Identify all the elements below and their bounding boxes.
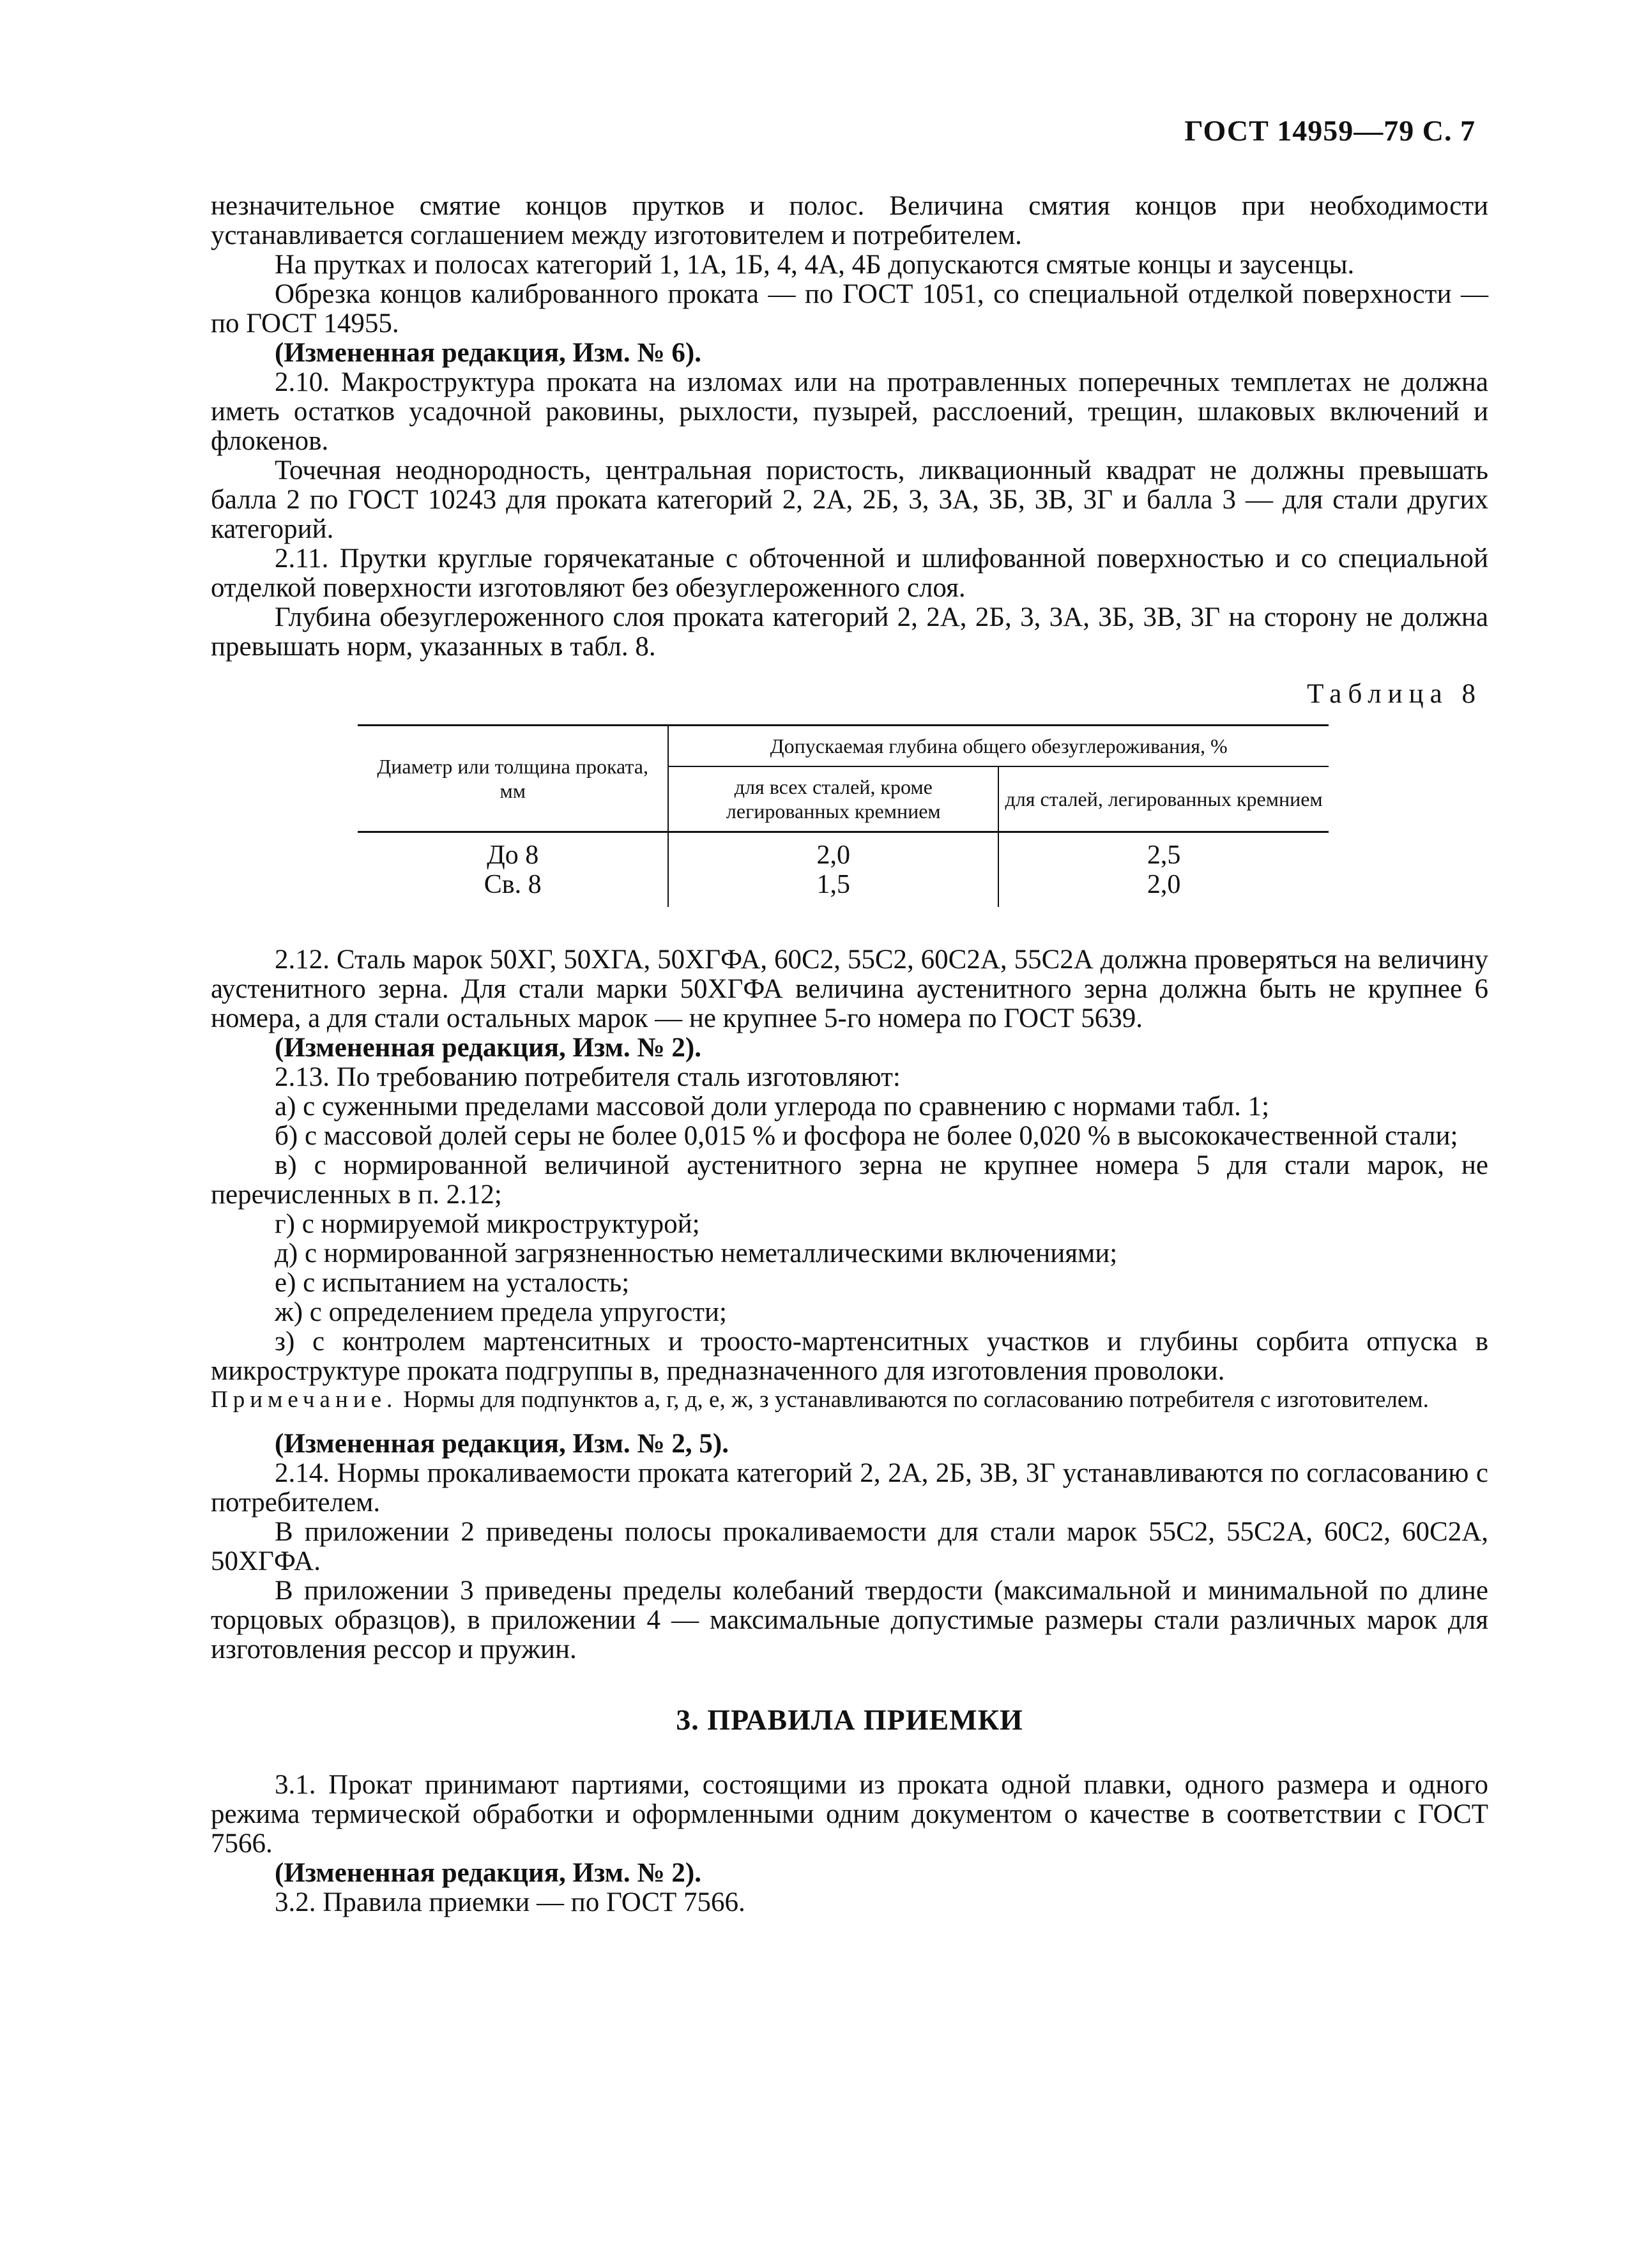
- paragraph: 2.11. Прутки круглые горячекатаные с обточенной и шлифованной поверхностью и со специальной отделкой поверхности изготовляют без обезуглероженного слоя.: [211, 544, 1488, 603]
- paragraphs-block-c: [211, 1429, 1488, 1664]
- table-cell-silicon: 2,5: [998, 832, 1329, 871]
- paragraph: д) с нормированной загрязненностью неметаллическими включениями;: [275, 1238, 1118, 1268]
- paragraph: 3.1. Прокат принимают партиями, состоящими из проката одной плавки, одного размера и одного режима термической обработки и оформленными одним документом о качестве в соответствии с ГОСТ 7566.: [211, 1770, 1488, 1859]
- table-row: [358, 832, 1329, 871]
- paragraph: 2.13. По требованию потребителя сталь изготовляют:: [275, 1062, 901, 1092]
- paragraph: незначительное смятие концов прутков и полос. Величина смятия концов при необходимости устанавливается соглашением между изготовителем и потребителем.: [211, 191, 1488, 250]
- paragraph: Точечная неоднородность, центральная пористость, ликвационный квадрат не должны превышать балла 2 по ГОСТ 10243 для проката категорий 2, 2А, 2Б, 3, 3А, 3Б, 3В, 3Г и балла 3 — для стали других категорий.: [211, 455, 1488, 544]
- paragraph: 2.10. Макроструктура проката на изломах или на протравленных поперечных темплетах не должна иметь остатков усадочной раковины, рыхлости, пузырей, расслоений, трещин, шлаковых включений и флокенов.: [211, 367, 1488, 456]
- table-header-group: Допускаемая глубина общего обезуглероживания, %: [668, 726, 1329, 767]
- table-cell-silicon: 2,0: [998, 870, 1329, 907]
- paragraph: (Измененная редакция, Изм. № 2).: [275, 1033, 701, 1063]
- paragraph: На прутках и полосах категорий 1, 1А, 1Б, 4, 4А, 4Б допускаются смятые концы и заусенцы.: [275, 250, 1355, 280]
- section-title: 3. ПРАВИЛА ПРИЕМКИ: [676, 1703, 1023, 1736]
- table-header-silicon-steels: для сталей, легированных кремнием: [998, 766, 1329, 832]
- paragraph: Обрезка концов калиброванного проката — по ГОСТ 1051, со специальной отделкой поверхности — по ГОСТ 14955.: [211, 279, 1488, 339]
- table-8: [358, 724, 1329, 907]
- paragraph: В приложении 3 приведены пределы колебаний твердости (максимальной и минимальной по длине торцовых образцов), в приложении 4 — максимальные допустимые размеры стали различных марок для изготовления рессор и пружин.: [211, 1576, 1488, 1664]
- paragraph: з) с контролем мартенситных и троосто-мартенситных участков и глубины сорбита отпуска в микроструктуре проката подгруппы в, предназначенного для изготовления проволоки.: [211, 1327, 1488, 1386]
- table-caption: Таблица 8: [1307, 679, 1482, 709]
- note-label: Примечание.: [211, 1387, 398, 1413]
- page-content: [211, 192, 1488, 1917]
- paragraph: 2.12. Сталь марок 50ХГ, 50ХГА, 50ХГФА, 60С2, 55С2, 60С2А, 55С2А должна проверяться на величину аустенитного зерна. Для стали марки 50ХГФА величина аустенитного зерна должна быть не крупнее 6 номера, а для стали остальных марок — не крупнее 5-го номера по ГОСТ 5639.: [211, 945, 1488, 1033]
- note: [211, 1386, 1488, 1414]
- note-text: Нормы для подпунктов а, г, д, е, ж, з устанавливаются по согласованию потребителя с изготовителем.: [397, 1387, 1429, 1413]
- paragraph: 2.14. Нормы прокаливаемости проката категорий 2, 2А, 2Б, 3В, 3Г устанавливаются по согласованию с потребителем.: [211, 1458, 1488, 1518]
- page-header: ГОСТ 14959—79 С. 7: [1184, 114, 1476, 147]
- paragraph: (Измененная редакция, Изм. № 2).: [275, 1858, 701, 1888]
- paragraph: в) с нормированной величиной аустенитного зерна не крупнее номера 5 для стали марок, не перечисленных в п. 2.12;: [211, 1150, 1488, 1210]
- table-row: [358, 870, 1329, 907]
- paragraphs-block-b: [211, 945, 1488, 1386]
- paragraph: а) с суженными пределами массовой доли углерода по сравнению с нормами табл. 1;: [275, 1092, 1270, 1122]
- paragraphs-block-a: [211, 192, 1488, 662]
- paragraph: б) с массовой долей серы не более 0,015 % и фосфора не более 0,020 % в высококачественной стали;: [275, 1121, 1458, 1151]
- paragraph: 3.2. Правила приемки — по ГОСТ 7566.: [275, 1887, 745, 1917]
- table-cell-all: 1,5: [668, 870, 998, 907]
- table-cell-size: Св. 8: [484, 870, 542, 899]
- paragraph: В приложении 2 приведены полосы прокаливаемости для стали марок 55С2, 55С2А, 60С2, 60С2А, 50ХГФА.: [211, 1517, 1488, 1576]
- paragraph: ж) с определением предела упругости;: [275, 1297, 727, 1327]
- table-header-size: Диаметр или толщина проката, мм: [358, 726, 668, 832]
- paragraph: (Измененная редакция, Изм. № 2, 5).: [275, 1429, 729, 1459]
- paragraph: Глубина обезуглероженного слоя проката категорий 2, 2А, 2Б, 3, 3А, 3Б, 3В, 3Г на сторону не должна превышать норм, указанных в табл. 8.: [211, 602, 1488, 662]
- paragraph: г) с нормируемой микроструктурой;: [275, 1209, 700, 1239]
- paragraph: (Измененная редакция, Изм. № 6).: [275, 338, 701, 368]
- table-cell-all: 2,0: [668, 832, 998, 871]
- table-header-all-steels: для всех сталей, кроме легированных кремнием: [668, 766, 998, 832]
- paragraphs-block-d: [211, 1770, 1488, 1917]
- paragraph: е) с испытанием на усталость;: [275, 1268, 630, 1298]
- table-cell-size: До 8: [487, 841, 539, 870]
